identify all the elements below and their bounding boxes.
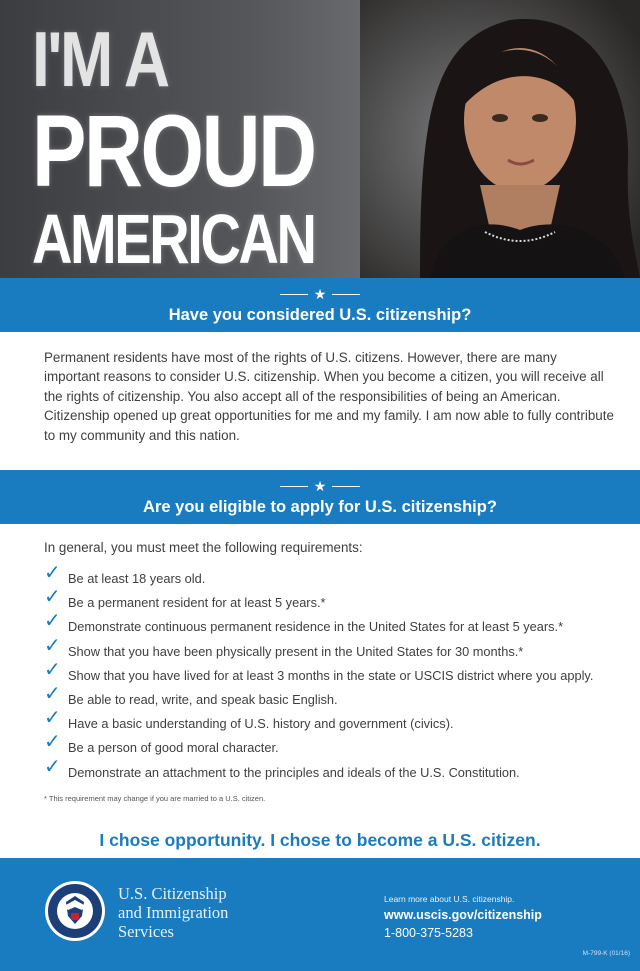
requirement-text: Be able to read, write, and speak basic English.	[68, 691, 338, 707]
checkmark-icon: ✓	[44, 729, 61, 754]
requirements-list	[44, 560, 634, 784]
requirement-text: Show that you have been physically present in the United States for 30 months.*	[68, 643, 524, 659]
headline-line-2: PROUD	[32, 94, 315, 208]
agency-name-line: and Immigration	[118, 903, 229, 922]
section-header-eligibility	[0, 470, 640, 524]
star-divider	[0, 476, 640, 496]
checkmark-icon: ✓	[44, 656, 61, 681]
list-item	[44, 632, 634, 663]
requirement-text: Be a person of good moral character.	[68, 740, 279, 756]
list-item	[44, 705, 634, 735]
checkmark-icon: ✓	[44, 753, 61, 778]
requirement-text: Demonstrate continuous permanent residence in the United States for at least 5 years.*	[68, 619, 564, 635]
agency-name-line: Services	[118, 922, 174, 941]
list-item	[44, 656, 634, 687]
requirement-text: Show that you have lived for at least 3 months in the state or USCIS district where you apply.	[68, 667, 594, 683]
website-link[interactable]: www.uscis.gov/citizenship	[384, 908, 542, 922]
agency-name	[118, 884, 228, 941]
divider-line	[280, 294, 308, 295]
divider-line	[280, 486, 308, 487]
dhs-seal-icon	[44, 880, 106, 942]
checkmark-icon: ✓	[44, 560, 61, 584]
star-icon: ★	[313, 478, 327, 494]
intro-paragraph: Permanent residents have most of the rights of U.S. citizens. However, there are many important reasons to consider U.S. citizenship. When you become a citizen, you will receive all the rights of citizenship. You also accept all of the responsibilities of being an American. Citizenship opened up great opportunities for me and my family. I am now able to fully contribute to my community and this nation.	[44, 350, 614, 443]
requirement-text: Be at least 18 years old.	[68, 571, 206, 586]
footnote: * This requirement may change if you are married to a U.S. citizen.	[44, 794, 266, 803]
checkmark-icon: ✓	[44, 584, 61, 609]
list-item	[44, 584, 634, 614]
learn-more-text: Learn more about U.S. citizenship.	[384, 894, 515, 904]
footer	[0, 858, 640, 971]
headline-line-3: AMERICAN	[32, 200, 315, 278]
divider-line	[332, 486, 360, 487]
requirement-text: Be a permanent resident for at least 5 years.*	[68, 595, 326, 611]
form-number: M-799-K (01/16)	[582, 950, 630, 957]
requirement-text: Demonstrate an attachment to the principles and ideals of the U.S. Constitution.	[68, 764, 520, 780]
hero-banner	[0, 0, 640, 278]
agency-name-line: U.S. Citizenship	[118, 884, 227, 903]
divider-line	[332, 294, 360, 295]
requirement-text: Have a basic understanding of U.S. history and government (civics).	[68, 716, 454, 732]
requirements-intro: In general, you must meet the following requirements:	[44, 540, 363, 555]
woman-portrait-photo	[360, 0, 640, 278]
section-title: Are you eligible to apply for U.S. citizenship?	[143, 498, 497, 516]
list-item	[44, 753, 634, 784]
headline-line-1: I'M A	[32, 15, 168, 103]
section-header-citizenship	[0, 278, 640, 332]
list-item	[44, 680, 634, 711]
section-title: Have you considered U.S. citizenship?	[168, 306, 472, 324]
checkmark-icon: ✓	[44, 705, 61, 730]
headline	[32, 15, 392, 278]
checkmark-icon: ✓	[44, 632, 61, 657]
list-item	[44, 729, 634, 759]
checkmark-icon: ✓	[44, 608, 61, 633]
phone-number: 1-800-375-5283	[384, 926, 473, 940]
star-icon: ★	[313, 286, 327, 302]
checkmark-icon: ✓	[44, 680, 61, 705]
list-item	[44, 560, 634, 590]
star-divider	[0, 284, 640, 304]
list-item	[44, 608, 634, 638]
tagline: I chose opportunity. I chose to become a U.S. citizen.	[99, 830, 541, 850]
